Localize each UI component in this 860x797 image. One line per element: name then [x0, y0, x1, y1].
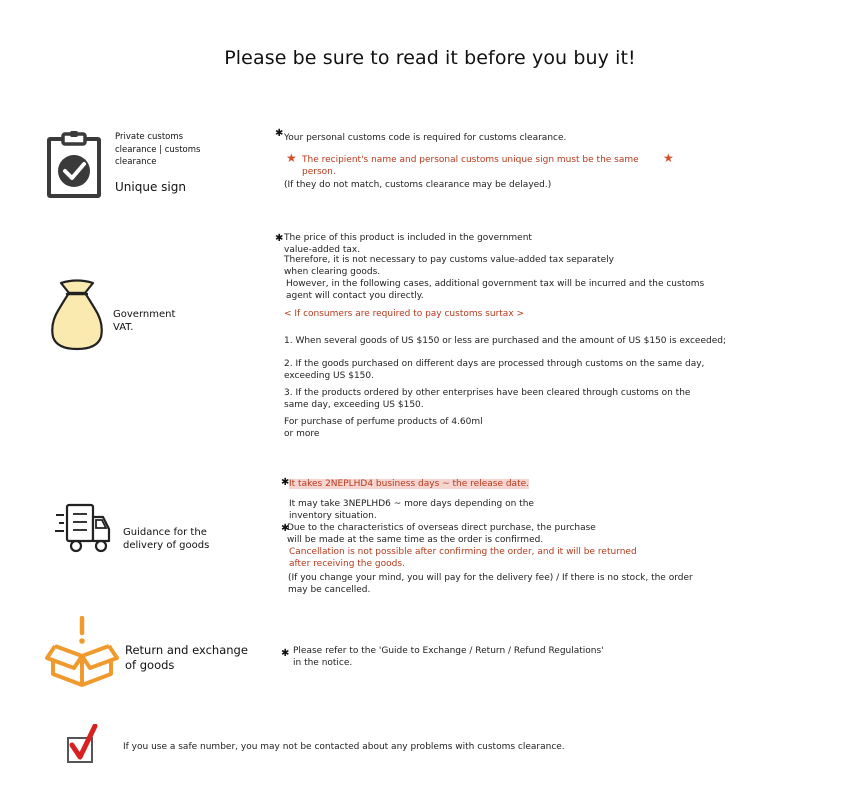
clipboard-check-icon [46, 131, 102, 199]
open-box-alert-icon [45, 616, 119, 688]
safe-number-text: If you use a safe number, you may not be contacted about any problems with customs clearance. [123, 742, 565, 752]
delivery-truck-icon [55, 503, 111, 555]
vat-item-1: 1. When several goods of US $150 or less are purchased and the amount of US $150 is exceeded; [284, 336, 727, 346]
customs-label-small: Private customs clearance | customs clearance [115, 132, 201, 167]
vat-label: Government VAT. [113, 309, 176, 333]
asterisk-icon: ✱ [281, 477, 290, 488]
checkbox-check-icon [66, 724, 98, 764]
asterisk-icon: ✱ [281, 523, 290, 534]
vat-paragraph-1: The price of this product is included in the government value-added tax. [284, 233, 532, 255]
red-star-icon: ★ [663, 151, 674, 165]
customs-line-1: Your personal customs code is required for customs clearance. [284, 133, 567, 143]
returns-label: Return and exchange of goods [125, 643, 248, 672]
vat-item-4: For purchase of perfume products of 4.60ml or more [284, 417, 483, 439]
vat-item-2: 2. If the goods purchased on different days are processed through customs on the same day, exceeding US $150. [284, 359, 705, 381]
customs-line-3: (If they do not match, customs clearance may be delayed.) [284, 180, 552, 190]
customs-line-2: The recipient's name and personal customs unique sign must be the same person. [302, 155, 639, 177]
delivery-paragraph-1 [289, 478, 589, 490]
vat-paragraph-3: However, in the following cases, additional government tax will be incurred and the customs agent will contact you directly. [286, 279, 705, 301]
red-star-icon: ★ [286, 151, 297, 165]
delivery-paragraph-3: Due to the characteristics of overseas direct purchase, the purchase will be made at the same time as the order is confirmed. [287, 523, 596, 545]
returns-paragraph-1: Please refer to the 'Guide to Exchange / Return / Refund Regulations' in the notice. [293, 646, 604, 668]
delivery-paragraph-4: Cancellation is not possible after confirming the order, and it will be returned after receiving the goods. [289, 547, 637, 569]
asterisk-icon: ✱ [275, 233, 284, 244]
asterisk-icon: ✱ [275, 128, 284, 139]
page-title: Please be sure to read it before you buy it! [224, 47, 636, 69]
vat-item-3: 3. If the products ordered by other enterprises have been cleared through customs on the same day, exceeding US $150. [284, 388, 691, 410]
asterisk-icon: ✱ [281, 648, 290, 659]
customs-label-big: Unique sign [115, 180, 186, 194]
delivery-paragraph-1-text: It takes 2NEPLHD4 business days ~ the release date. [289, 479, 529, 489]
vat-paragraph-2: Therefore, it is not necessary to pay customs value-added tax separately when clearing goods. [284, 255, 614, 277]
money-bag-icon [49, 279, 105, 351]
vat-subheading: < If consumers are required to pay customs surtax > [284, 309, 525, 319]
delivery-label: Guidance for the delivery of goods [123, 527, 210, 551]
delivery-paragraph-2: It may take 3NEPLHD6 ~ more days depending on the inventory situation. [289, 499, 534, 521]
delivery-paragraph-5: (If you change your mind, you will pay for the delivery fee) / If there is no stock, the order may be cancelled. [288, 573, 693, 595]
